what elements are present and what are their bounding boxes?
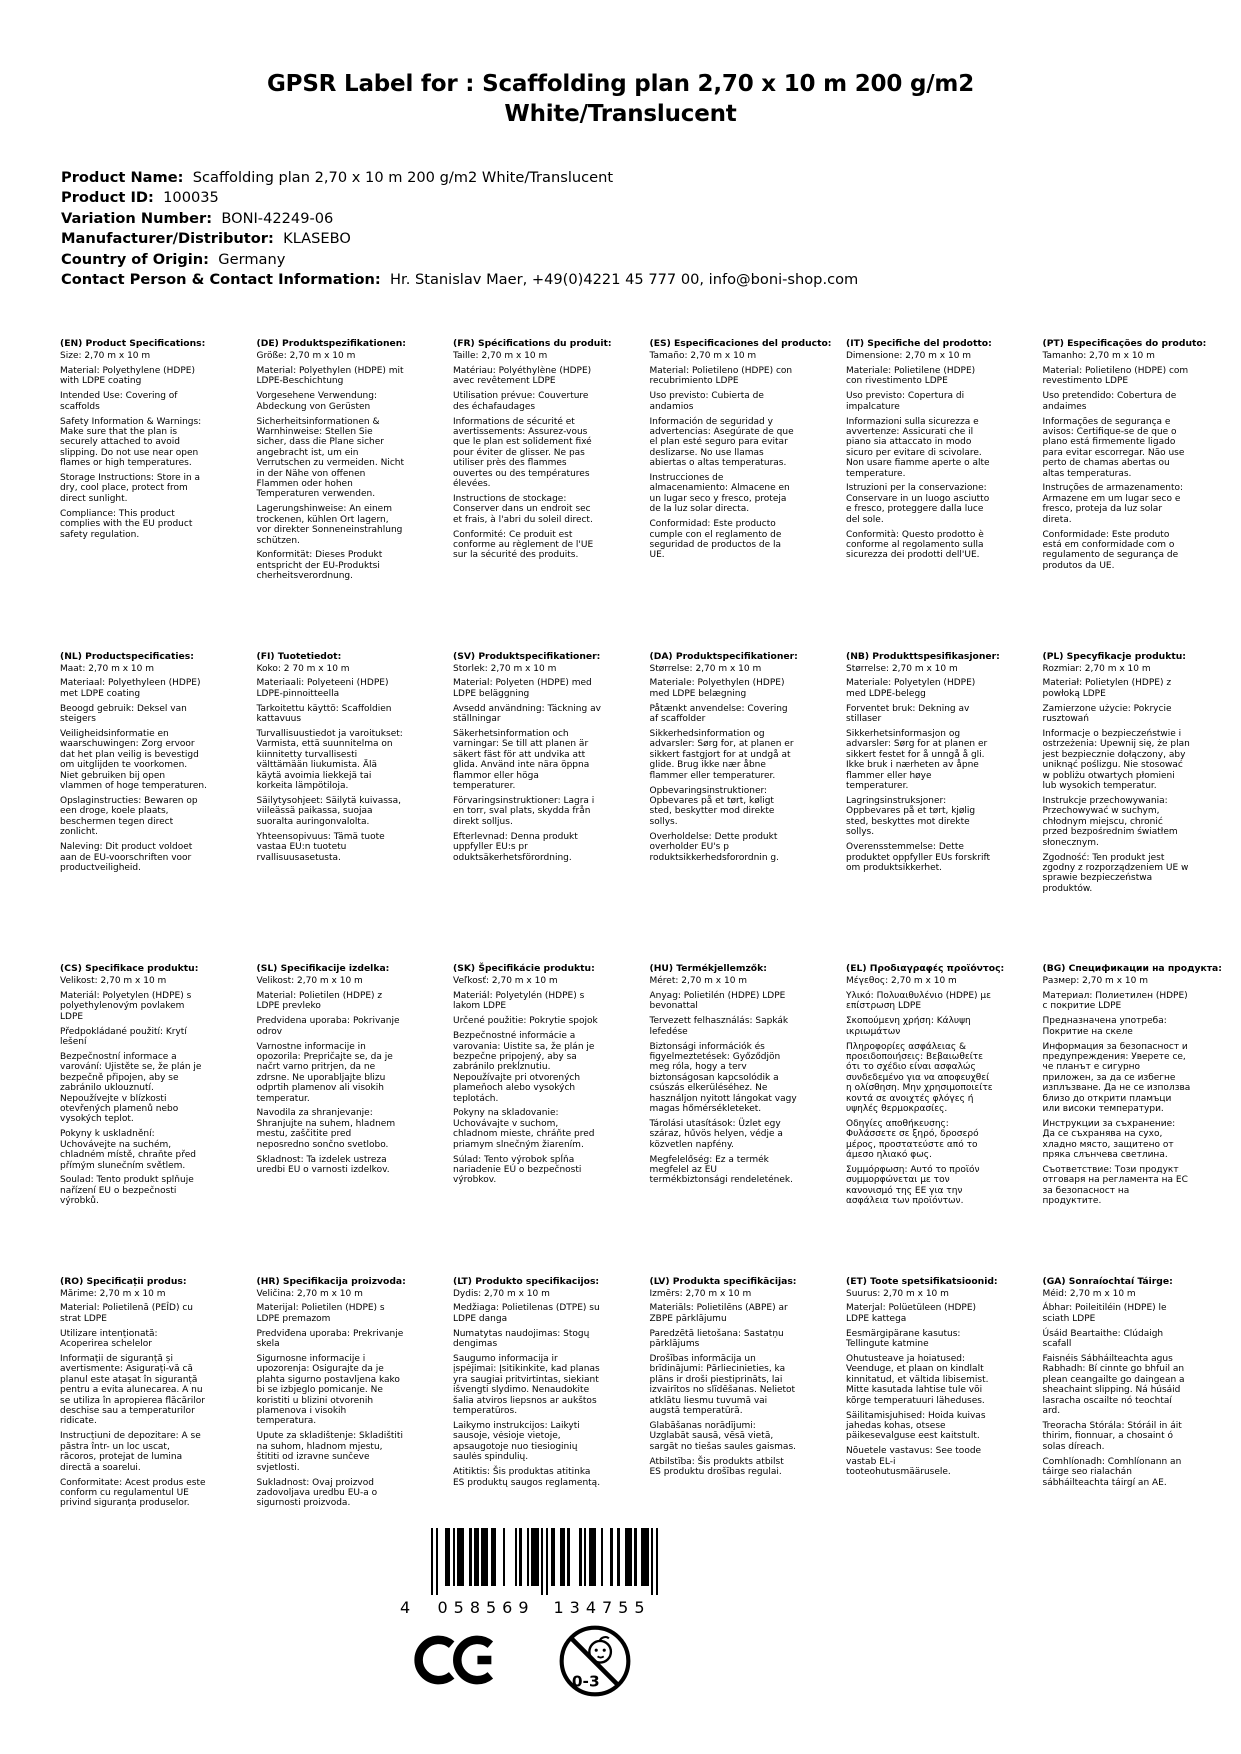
spec-section: Materiál: Polyetylén (HDPE) s lakom LDPE: [453, 990, 585, 1012]
spec-cell-heading: (LV) Produkta specifikācijas:: [649, 1275, 797, 1287]
spec-section: Συμμόρφωση: Αυτό το προϊόν συμμορφώνεται με τον κανονισμό της ΕΕ για την ασφάλεια των προϊόντων.: [846, 1165, 980, 1207]
spec-section: Conformità: Questo prodotto è conforme al regolamento sulla sicurezza dei prodotti dell'UE.: [846, 529, 984, 561]
spec-cell-heading: (DE) Produktspezifikationen:: [256, 338, 406, 349]
spec-section: Tarkoitettu käyttö: Scaffoldien kattavuus: [256, 703, 392, 725]
spec-cell-heading: (FI) Tuotetiedot:: [256, 650, 342, 662]
spec-cell: [60, 338, 208, 651]
spec-cell: [257, 651, 405, 964]
spec-section: Atitiktis: Šis produktas atitinka ES produktų saugos reglamentą.: [453, 1467, 601, 1488]
spec-cell-heading: (NL) Productspecificaties:: [60, 650, 194, 662]
spec-section: Size: 2,70 m x 10 m: [60, 351, 151, 361]
product-info-value: Germany: [209, 250, 286, 268]
product-info-label: Product ID:: [61, 189, 154, 207]
spec-section: Numatytas naudojimas: Stogų dengimas: [453, 1328, 590, 1350]
spec-section: Biztonsági információk és figyelmeztetések: Győződjön meg róla, hogy a terv biztonságosan kapcsolódik a csúszás elkerüléséhez. Ne használjon nyitott lángokat vagy magas hőmérsékleteket.: [649, 1041, 797, 1114]
spec-cell-heading: (SK) Špecifikácie produktu:: [453, 963, 595, 974]
spec-section: Veľkosť: 2,70 m x 10 m: [453, 976, 558, 986]
spec-section: Nõuetele vastavus: See toode vastab EL-i tooteohutusmäärusele.: [846, 1446, 982, 1478]
spec-section: Säkerhetsinformation och varningar: Se till att planen är säkert fäst för att undvika att glida. Använd inte nära öppna flammor eller höga temperaturer.: [453, 729, 590, 792]
spec-section: Lagringsinstruksjoner: Oppbevares på et tørt, kjølig sted, beskyttes mot direkte sollys.: [846, 795, 976, 838]
spec-section: Größe: 2,70 m x 10 m: [256, 351, 356, 361]
spec-section: Koko: 2 70 m x 10 m: [256, 663, 350, 674]
spec-section: Mărime: 2,70 m x 10 m: [60, 1288, 166, 1299]
spec-section: Material: Polyeten (HDPE) med LDPE beläggning: [453, 678, 592, 699]
spec-section: Veličina: 2,70 m x 10 m: [256, 1288, 363, 1299]
spec-section: Dimensione: 2,70 m x 10 m: [846, 351, 972, 361]
spec-section: Predviđena uporaba: Prekrivanje skela: [256, 1328, 404, 1350]
spec-cell-heading: (CS) Specifikace produktu:: [60, 963, 199, 974]
spec-cell: [60, 1276, 208, 1589]
spec-section: Sikkerhetsinformasjon og advarsler: Sørg for at planen er sikkert festet for å unngå å gli. Ikke bruk i nærheten av åpne flammer eller høye temperaturer.: [846, 729, 988, 792]
spec-section: Paredzētā lietošana: Sastatņu pārklājums: [649, 1328, 784, 1350]
spec-cell-heading: (IT) Specifiche del prodotto:: [846, 338, 992, 349]
spec-section: Conformitate: Acest produs este conform cu regulamentul UE privind siguranța produselor.: [60, 1477, 206, 1509]
spec-section: Materiale: Polyetylen (HDPE) med LDPE-belegg: [846, 678, 976, 699]
spec-section: Sicherheitsinformationen & Warnhinweise: Stellen Sie sicher, dass die Plane sicher angebracht ist, um ein Verrutschen zu vermeiden. Nicht in der Nähe von offenen Flammen oder hohen Temperaturen verwenden.: [256, 416, 405, 500]
product-info-value: BONI-42249-06: [212, 209, 334, 227]
spec-section: Sigurnosne informacije i upozorenja: Osigurajte da je plahta sigurno postavljena kako bi se izbjeglo pomicanje. Ne koristiti u blizini otvorenih plamenova i visokih temperatura.: [256, 1354, 400, 1427]
spec-section: Yhteensopivuus: Tämä tuote vastaa EU:n tuotetu rvallisuusasetusta.: [256, 831, 385, 863]
spec-cell: [60, 651, 208, 964]
spec-cell: [846, 1275, 998, 1589]
spec-cell-heading: (DA) Produktspecifikationer:: [649, 650, 798, 662]
spec-section: Materiał: Polietylen (HDPE) z powłoką LDPE: [1042, 678, 1172, 699]
product-info-label: Manufacturer/Distributor:: [61, 230, 274, 248]
spec-cell: [650, 963, 798, 1276]
spec-section: Safety Information & Warnings: Make sure that the plan is securely attached to avoid slipping. Do not use near open flames or high temperatures.: [60, 416, 202, 469]
spec-section: Predvidena uporaba: Pokrivanje odrov: [256, 1016, 400, 1037]
spec-section: Opbevaringsinstruktioner: Opbevares på et tørt, køligt sted, beskytter mod direkte sollys.: [649, 785, 775, 827]
spec-section: Méid: 2,70 m x 10 m: [1042, 1288, 1136, 1299]
spec-section: Informații de siguranță și avertismente: Asigurați-vă că planul este atașat în siguranță pentru a evita alunecarea. A nu se utiliza în apropierea flăcărilor deschise sau a temperaturilor ridicate.: [60, 1354, 205, 1427]
spec-section: Informazioni sulla sicurezza e avvertenze: Assicurati che il piano sia attaccato in modo sicuro per evitare di scivolare. Non usare fiamme aperte o alte temperature.: [846, 416, 990, 479]
spec-section: Μέγεθος: 2,70 m x 10 m: [846, 976, 957, 986]
spec-section: Avsedd användning: Täckning av ställningar: [453, 703, 601, 725]
barcode-system-digit: 4: [400, 1598, 411, 1617]
spec-section: Informacje o bezpieczeństwie i ostrzeżenia: Upewnij się, że plan jest bezpiecznie dołączony, aby uniknąć poślizgu. Nie stosować w pobliżu otwartych płomieni lub wysokich temperatur.: [1042, 729, 1190, 792]
spec-section: Úsáid Beartaithe: Clúdaigh scafall: [1042, 1328, 1164, 1350]
spec-section: Bezpečnostní informace a varování: Ujistěte se, že plán je bezpečně připojen, aby se zabránilo uklouznutí. Nepoužívejte v blízkosti otevřených plamenů nebo vysokých teplot.: [60, 1051, 202, 1125]
product-info-label: Variation Number:: [61, 209, 213, 227]
spec-section: Materiál: Polyetylen (HDPE) s polyethylenovým povlakem LDPE: [60, 990, 192, 1022]
spec-section: Οδηγίες αποθήκευσης: Φυλάσσετε σε ξηρό, δροσερό μέρος, προστατεύστε από το άμεσο ηλιακό φως.: [846, 1118, 979, 1161]
product-info-label: Country of Origin:: [61, 250, 210, 268]
spec-section: Skladnost: Ta izdelek ustreza uredbi EU o varnosti izdelkov.: [256, 1154, 390, 1175]
spec-section: Pokyny k uskladnění: Uchovávejte na suchém, chladném místě, chraňte před přímým slunečním světlem.: [60, 1129, 196, 1171]
spec-cell-heading: (PL) Specyfikacje produktu:: [1042, 650, 1186, 662]
spec-section: Uso pretendido: Cobertura de andaimes: [1042, 391, 1177, 412]
spec-cell: [846, 338, 994, 651]
spec-section: Sikkerhedsinformation og advarsler: Sørg for, at planen er sikkert fastgjort for at undgå at glide. Brug ikke nær åbne flammer eller temperaturer.: [649, 729, 794, 781]
barcode-left-group: 058569: [437, 1598, 535, 1617]
spec-section: Instrukcje przechowywania: Przechowywać w suchym, chłodnym miejscu, chronić przed bezpośrednim światłem słonecznym.: [1042, 795, 1178, 848]
spec-section: Sukladnost: Ovaj proizvod zadovoljava uredbu EU-a o sigurnosti proizvoda.: [256, 1477, 378, 1509]
spec-cell: [1043, 651, 1191, 964]
spec-section: Forventet bruk: Dekning av stillaser: [846, 703, 970, 725]
spec-section: Förvaringsinstruktioner: Lagra i en torr, sval plats, skydda från direkt solljus.: [453, 795, 595, 827]
spec-section: Megfelelőség: Ez a termék megfelel az EU termékbiztonsági rendeletének.: [649, 1154, 793, 1186]
spec-section: Säilitamisjuhised: Hoida kuivas jahedas kohas, otsese päikesevalguse eest kaitstult.: [846, 1410, 986, 1442]
spec-section: Anyag: Polietilén (HDPE) LDPE bevonattal: [649, 990, 786, 1012]
spec-section: Vorgesehene Verwendung: Abdeckung von Gerüsten: [256, 391, 377, 412]
spec-section: Rozmiar: 2,70 m x 10 m: [1042, 663, 1151, 674]
product-info-row: [61, 168, 858, 188]
spec-cell: [257, 963, 405, 1276]
product-info-value: Hr. Stanislav Maer, +49(0)4221 45 777 00, info@boni-shop.com: [380, 271, 859, 289]
spec-section: Lagerungshinweise: An einem trockenen, kühlen Ort lagern, vor direkter Sonneneinstrahlung schützen.: [256, 504, 403, 546]
spec-section: Material: Polietilen (HDPE) z LDPE prevleko: [256, 990, 383, 1012]
spec-section: Säilytysohjeet: Säilytä kuivassa, viileässä paikassa, suojaa suoralta auringonvalolta.: [256, 795, 402, 827]
spec-section: Eesmärgipärane kasutus: Tellingute katmine: [846, 1328, 961, 1350]
spec-section: Ábhar: Poileitiléin (HDPE) le sciath LDPE: [1042, 1303, 1167, 1324]
barcode: [400, 1528, 659, 1618]
spec-section: Turvallisuustiedot ja varoitukset: Varmista, että suunnitelma on kiinnitetty turvallisesti välttämään liukumista. Älä käytä avoimia liekkejä tai korkeita lämpötiloja.: [256, 729, 403, 792]
spec-section: Uso previsto: Cubierta de andamios: [649, 391, 764, 412]
spec-section: Compliance: This product complies with the EU product safety regulation.: [60, 508, 193, 540]
spec-section: Σκοπούμενη χρήση: Κάλυψη ικριωμάτων: [846, 1016, 971, 1037]
age-warning-icon: [556, 1622, 634, 1700]
product-info-value: Scaffolding plan 2,70 x 10 m 200 g/m2 White/Translucent: [183, 169, 614, 186]
page-title: [0, 69, 1241, 129]
product-info-value: KLASEBO: [273, 230, 351, 248]
spec-cell-heading: (SL) Specifikacije izdelka:: [256, 963, 390, 974]
product-info-block: [61, 168, 858, 290]
spec-section: Veiligheidsinformatie en waarschuwingen: Zorg ervoor dat het plan veilig is bevestigd om uitglijden te voorkomen. Niet gebruiken bij open vlammen of hoge temperaturen.: [60, 729, 207, 792]
spec-section: Material: Polietileno (HDPE) com revestimento LDPE: [1042, 365, 1189, 387]
spec-section: Información de seguridad y advertencias: Asegúrate de que el plan esté seguro para evitar deslizarse. No use llamas abiertas o altas temperaturas.: [649, 416, 794, 469]
spec-cell: [846, 963, 1005, 1276]
spec-section: Instruções de armazenamento: Armazene em um lugar seco e fresco, proteja da luz solar direta.: [1042, 483, 1184, 525]
spec-section: Súlad: Tento výrobok spĺňa nariadenie EÚ o bezpečnosti výrobkov.: [453, 1154, 582, 1186]
spec-section: Informações de segurança e avisos: Certifique-se de que o plano está firmemente ligado para evitar escorregar. Não use perto de chamas abertas ou altas temperaturas.: [1042, 416, 1185, 479]
spec-section: Conformidade: Este produto está em conformidade com o regulamento de segurança de produtos da UE.: [1042, 529, 1179, 571]
spec-section: Instructions de stockage: Conserver dans un endroit sec et frais, à l'abri du soleil direct.: [453, 493, 593, 525]
spec-section: Materijal: Polietilen (HDPE) s LDPE premazom: [256, 1303, 385, 1324]
product-info-row: [61, 270, 858, 290]
spec-section: Tárolási utasítások: Üzlet egy száraz, hűvös helyen, védje a közvetlen napfény.: [649, 1118, 783, 1150]
spec-section: Upute za skladištenje: Skladištiti na suhom, hladnom mjestu, štititi od izravne sunčeve svjetlosti.: [256, 1431, 403, 1473]
spec-section: Material: Polyethylen (HDPE) mit LDPE-Beschichtung: [256, 365, 404, 387]
spec-section: Påtænkt anvendelse: Covering af scaffolder: [649, 703, 788, 725]
spec-section: Tamaño: 2,70 m x 10 m: [649, 351, 757, 361]
spec-section: Tamanho: 2,70 m x 10 m: [1042, 351, 1155, 361]
spec-section: Suurus: 2,70 m x 10 m: [846, 1288, 949, 1299]
spec-cell-heading: (GA) Sonraíochtaí Táirge:: [1042, 1275, 1173, 1287]
spec-section: Instrucciones de almacenamiento: Almacene en un lugar seco y fresco, proteja de la luz solar directa.: [649, 473, 790, 515]
spec-cell-heading: (EL) Προδιαγραφές προϊόντος:: [846, 963, 1005, 974]
product-info-label: Contact Person & Contact Information:: [61, 271, 381, 289]
spec-section: Předpokládané použití: Krytí lešení: [60, 1026, 187, 1048]
spec-cell: [1043, 1276, 1191, 1589]
spec-section: Zgodność: Ten produkt jest zgodny z rozporządzeniem UE w sprawie bezpieczeństwa produktów.: [1042, 852, 1189, 894]
spec-section: Material: Polietileno (HDPE) con recubrimiento LDPE: [649, 365, 793, 387]
product-info-row: [61, 250, 858, 270]
spec-cell: [650, 1276, 798, 1589]
spec-section: Størrelse: 2,70 m x 10 m: [846, 663, 958, 674]
spec-section: Izmērs: 2,70 m x 10 m: [649, 1288, 752, 1299]
spec-section: Istruzioni per la conservazione: Conservare in un luogo asciutto e fresco, proteggere dalla luce del sole.: [846, 483, 990, 525]
spec-section: Uso previsto: Copertura di impalcature: [846, 391, 965, 412]
spec-section: Informations de sécurité et avertissements: Assurez-vous que le plan est solidement fixé pour éviter de glisser. Ne pas utiliser près des flammes ouvertes ou des températures élevées.: [453, 416, 592, 489]
age-warning-text: 0-3: [571, 1672, 600, 1691]
spec-cell: [453, 963, 601, 1276]
spec-section: Medžiaga: Polietilenas (DTPE) su LDPE danga: [453, 1303, 600, 1324]
spec-section: Materjal: Polüetüleen (HDPE) LDPE kattega: [846, 1303, 977, 1324]
spec-section: Conformité: Ce produit est conforme au règlement de l'UE sur la sécurité des produits.: [453, 529, 594, 561]
spec-section: Storage Instructions: Store in a dry, cool place, protect from direct sunlight.: [60, 473, 201, 504]
spec-cell: [650, 651, 798, 964]
ce-mark-icon: [414, 1632, 496, 1688]
spec-cell-heading: (PT) Especificações do produto:: [1042, 338, 1207, 349]
barcode-right-group: 134755: [553, 1598, 651, 1617]
spec-section: Materiāls: Polietilēns (ABPE) ar ZBPE pārklājumu: [649, 1303, 788, 1324]
spec-section: Overholdelse: Dette produkt overholder EU's p roduktsikkerhedsforordnin g.: [649, 831, 779, 863]
spec-cell-heading: (BG) Спецификации на продукта:: [1042, 963, 1222, 974]
spec-section: Πληροφορίες ασφάλειας & προειδοποιήσεις: Βεβαιωθείτε ότι το σχέδιο είναι ασφαλώς συνδεδεμένο για να αποφευχθεί η ολίσθηση. Μην χρησιμοποιείτε κοντά σε ανοιχτές φλόγες ή υψηλές θερμοκρασίες.: [846, 1041, 993, 1114]
spec-section: Størrelse: 2,70 m x 10 m: [649, 663, 762, 674]
spec-cell: [453, 338, 612, 651]
spec-section: Určené použitie: Pokrytie spojok: [453, 1016, 598, 1027]
spec-section: Tervezett felhasználás: Sapkák lefedése: [649, 1016, 789, 1037]
spec-cell-heading: (SV) Produktspecifikationer:: [453, 650, 601, 662]
spec-section: Υλικό: Πολυαιθυλένιο (HDPE) με επίστρωση LDPE: [846, 990, 991, 1012]
spec-section: Beoogd gebruik: Deksel van steigers: [60, 703, 187, 725]
barcode-digits: [400, 1598, 659, 1618]
spec-cell-heading: (RO) Specificații produs:: [60, 1275, 187, 1287]
barcode-module: [656, 1528, 658, 1595]
specs-grid: [60, 338, 1222, 1588]
spec-section: Utilizare intenționată: Acoperirea schelelor: [60, 1328, 158, 1350]
spec-cell: [257, 1276, 405, 1589]
spec-section: Материал: Полиетилен (HDPE) с покритие LDPE: [1042, 990, 1188, 1012]
spec-section: Dydis: 2,70 m x 10 m: [453, 1288, 550, 1299]
spec-section: Overensstemmelse: Dette produktet oppfyller EUs forskrift om produktsikkerhet.: [846, 842, 991, 873]
spec-section: Materiale: Polietilene (HDPE) con rivestimento LDPE: [846, 365, 976, 387]
spec-cell: [60, 963, 208, 1276]
spec-section: Navodila za shranjevanje: Shranjujte na suhem, hladnem mestu, zaščitite pred neposredno sončno svetlobo.: [256, 1108, 396, 1150]
product-info-row: [61, 229, 858, 249]
spec-section: Naleving: Dit product voldoet aan de EU-voorschriften voor productveiligheid.: [60, 842, 193, 873]
spec-section: Intended Use: Covering of scaffolds: [60, 391, 178, 412]
spec-cell-heading: (HU) Termékjellemzők:: [649, 963, 767, 974]
spec-section: Méret: 2,70 m x 10 m: [649, 976, 748, 986]
spec-section: Maat: 2,70 m x 10 m: [60, 663, 155, 674]
spec-section: Taille: 2,70 m x 10 m: [453, 351, 548, 361]
product-info-row: [61, 188, 858, 208]
page-title-line2: White/Translucent: [504, 101, 737, 128]
spec-cell-heading: (FR) Spécifications du produit:: [453, 338, 612, 349]
product-info-row: [61, 209, 858, 229]
spec-section: Matériau: Polyéthylène (HDPE) avec revêtement LDPE: [453, 365, 592, 387]
spec-section: Velikost: 2,70 m x 10 m: [60, 976, 167, 986]
spec-section: Conformidad: Este producto cumple con el reglamento de seguridad de productos de la UE.: [649, 519, 782, 561]
spec-section: Bezpečnostné informácie a varovania: Uistite sa, že plán je bezpečne pripojený, aby sa zabránilo prekĺznutiu. Nepoužívajte pri otvorených plameňoch alebo vysokých teplotách.: [453, 1031, 595, 1104]
spec-section: Materiaali: Polyeteeni (HDPE) LDPE-pinnoitteella: [256, 678, 389, 699]
spec-section: Material: Polyethylene (HDPE) with LDPE coating: [60, 365, 195, 387]
spec-section: Glabāšanas norādījumi: Uzglabāt sausā, vēsā vietā, sargāt no tiešas saules gaismas.: [649, 1420, 797, 1452]
spec-cell: [846, 650, 1000, 964]
spec-section: Laikymo instrukcijos: Laikyti sausoje, vėsioje vietoje, apsaugotoje nuo tiesioginių saulės spindulių.: [453, 1420, 580, 1463]
spec-cell-heading: (NB) Produkttspesifikasjoner:: [846, 650, 1000, 662]
spec-cell: [649, 338, 832, 651]
spec-section: Comhlíonadh: Comhlíonann an táirge seo rialachán sábháilteachta táirgí an AE.: [1042, 1456, 1182, 1488]
spec-section: Saugumo informacija ir įspėjimai: Įsitikinkite, kad planas yra saugiai pritvirtintas, siekiant išvengti slydimo. Nenaudokite šalia atviros liepsnos ar aukštos temperatūros.: [453, 1354, 600, 1417]
spec-cell-heading: (EN) Product Specifications:: [60, 338, 206, 349]
spec-section: Drošības informācija un brīdinājumi: Pārliecinieties, ka plāns ir droši piestiprināts, lai izvairītos no slīdēšanas. Nelietot atklātu liesmu tuvumā vai augstā temperatūrā.: [649, 1354, 796, 1417]
spec-section: Efterlevnad: Denna produkt uppfyller EU:s pr oduktsäkerhetsförordning.: [453, 831, 578, 863]
spec-cell-heading: (ES) Especificaciones del producto:: [649, 338, 832, 349]
spec-section: Faisnéis Sábháilteachta agus Rabhadh: Bí cinnte go bhfuil an plean ceangailte go daingean a sheachaint slipping. Ná húsáid lasracha oscailte nó teochtaí ard.: [1042, 1354, 1185, 1417]
spec-section: Предназначена употреба: Покритие на скеле: [1042, 1016, 1167, 1037]
spec-section: Materiale: Polyethylen (HDPE) med LDPE belægning: [649, 678, 785, 699]
spec-section: Velikost: 2,70 m x 10 m: [256, 976, 363, 986]
spec-section: Materiaal: Polyethyleen (HDPE) met LDPE coating: [60, 678, 201, 699]
spec-cell: [257, 338, 405, 651]
spec-cell: [453, 651, 601, 964]
spec-section: Konformität: Dieses Produkt entspricht der EU-Produktsi cherheitsverordnung.: [256, 550, 383, 582]
spec-cell-heading: (LT) Produkto specifikacijos:: [453, 1275, 600, 1287]
page-title-line1: GPSR Label for : Scaffolding plan 2,70 x 10 m 200 g/m2: [266, 71, 974, 98]
spec-section: Instrucțiuni de depozitare: A se păstra într- un loc uscat, răcoros, protejat de lumina directă a soarelui.: [60, 1431, 201, 1473]
barcode-bars: [431, 1528, 659, 1595]
spec-cell: [1042, 338, 1207, 651]
spec-section: Atbilstība: Šis produkts atbilst ES produktu drošības regulai.: [649, 1456, 784, 1478]
spec-section: Storlek: 2,70 m x 10 m: [453, 663, 557, 674]
spec-section: Opslaginstructies: Bewaren op een droge, koele plaats, beschermen tegen direct zonlicht.: [60, 795, 198, 838]
spec-section: Съответствие: Този продукт отговаря на регламента на ЕС за безопасност на продуктите.: [1042, 1165, 1188, 1207]
product-info-value: 100035: [153, 189, 219, 207]
spec-section: Ohutusteave ja hoiatused: Veenduge, et plaan on kindlalt kinnitatud, et vältida libisemist. Mitte kasutada lahtise tule või kõrge temperatuuri läheduses.: [846, 1354, 989, 1406]
spec-section: Material: Polietilenă (PEÎD) cu strat LDPE: [60, 1303, 193, 1324]
spec-section: Utilisation prévue: Couverture des échafaudages: [453, 391, 589, 412]
spec-cell-heading: (HR) Specifikacija proizvoda:: [256, 1275, 406, 1287]
spec-section: Zamierzone użycie: Pokrycie rusztowań: [1042, 703, 1172, 725]
spec-cell-heading: (ET) Toote spetsifikatsioonid:: [846, 1275, 998, 1287]
spec-section: Varnostne informacije in opozorila: Prepričajte se, da je načrt varno pritrjen, da ne zdrsne. Ne uporabljajte blizu odprtih plamenov ali visokih temperatur.: [256, 1041, 393, 1104]
product-info-label: Product Name:: [61, 169, 184, 186]
spec-section: Размер: 2,70 m x 10 m: [1042, 976, 1148, 986]
spec-section: Информация за безопасност и предупреждения: Уверете се, че планът е сигурно приложен, за да се избегне изплъзване. Да не се използва близо до открити пламъци или високи температури.: [1042, 1041, 1191, 1114]
spec-section: Pokyny na skladovanie: Uchovávajte v suchom, chladnom mieste, chráňte pred priamym slnečným žiarením.: [453, 1108, 595, 1150]
spec-section: Soulad: Tento produkt splňuje nařízení EU o bezpečnosti výrobků.: [60, 1175, 194, 1207]
spec-section: Инструкции за съхранение: Да се съхранява на сухо, хладно място, защитено от пряка слънчева светлина.: [1042, 1118, 1176, 1161]
spec-section: Treoracha Stórála: Stóráil in áit thirim, fionnuar, a chosaint ó solas díreach.: [1042, 1420, 1182, 1452]
spec-cell: [1042, 963, 1222, 1276]
